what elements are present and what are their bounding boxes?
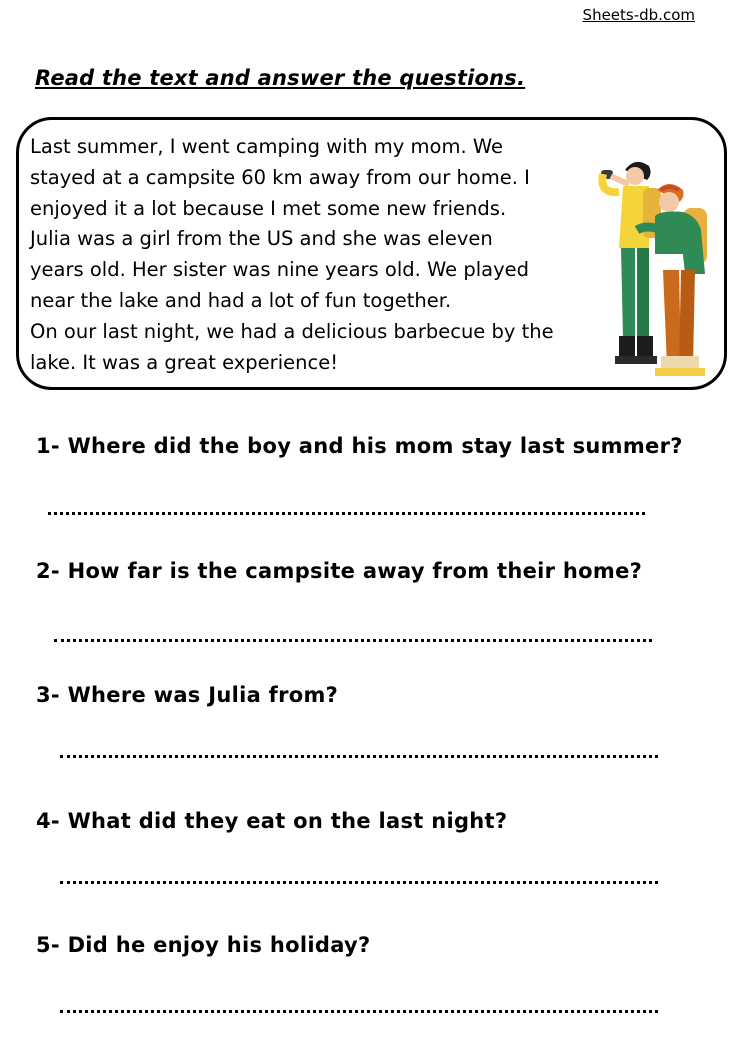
- question-text: What did they eat on the last night?: [67, 809, 508, 833]
- site-link[interactable]: Sheets-db.com: [582, 6, 695, 24]
- question-number: 5-: [36, 933, 60, 957]
- question-1: [36, 434, 683, 458]
- story-line: enjoyed it a lot because I met some new friends.: [30, 196, 507, 220]
- question-2: [36, 559, 642, 583]
- question-text: Where was Julia from?: [67, 683, 339, 707]
- answer-line-4[interactable]: [60, 881, 658, 884]
- answer-line-3[interactable]: [60, 755, 658, 758]
- hikers-illustration: [597, 150, 723, 378]
- question-number: 1-: [36, 434, 60, 458]
- story-line: lake. It was a great experience!: [30, 350, 339, 374]
- question-5: [36, 933, 371, 957]
- story-line: Julia was a girl from the US and she was eleven: [30, 227, 493, 251]
- story-line: near the lake and had a lot of fun together.: [30, 288, 452, 312]
- instruction-heading: Read the text and answer the questions.: [35, 66, 526, 90]
- question-number: 4-: [36, 809, 60, 833]
- answer-line-1[interactable]: [48, 512, 645, 515]
- question-4: [36, 809, 507, 833]
- answer-line-2[interactable]: [54, 639, 652, 642]
- woman-hiker-figure: [601, 162, 661, 364]
- question-text: Did he enjoy his holiday?: [67, 933, 371, 957]
- story-line: stayed at a campsite 60 km away from our home. I: [30, 165, 530, 189]
- question-text: How far is the campsite away from their home?: [67, 559, 643, 583]
- question-number: 2-: [36, 559, 60, 583]
- question-number: 3-: [36, 683, 60, 707]
- question-3: [36, 683, 338, 707]
- story-text: [30, 132, 605, 378]
- question-text: Where did the boy and his mom stay last summer?: [67, 434, 683, 458]
- story-line: On our last night, we had a delicious barbecue by the: [30, 319, 554, 343]
- answer-line-5[interactable]: [60, 1010, 658, 1013]
- story-line: Last summer, I went camping with my mom. We: [30, 135, 503, 158]
- story-line: years old. Her sister was nine years old. We played: [30, 258, 530, 282]
